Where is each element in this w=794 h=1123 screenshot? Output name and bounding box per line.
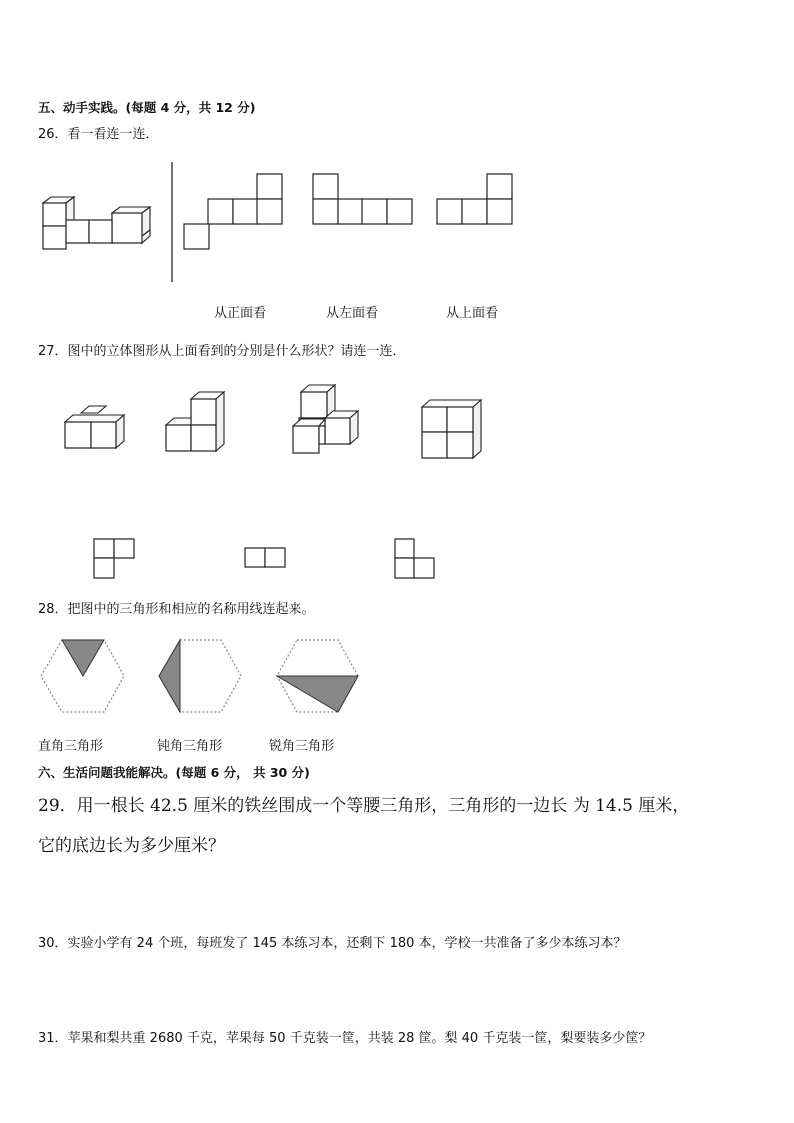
q28-name-obtuse-triangle: 钝角三角形 — [157, 739, 223, 754]
q26-view-label-left: 从左面看 — [326, 306, 379, 321]
q28-name-right-triangle: 直角三角形 — [38, 739, 104, 754]
q29-line-1 — [38, 795, 689, 817]
q27-text: 图中的立体图形从上面看到的分别是什么形状？请连一连． — [67, 344, 406, 359]
q30-text: 实验小学有 24 个班，每班发了 145 本练习本，还剩下 180 本，学校一共准备了多少本练习本？ — [67, 936, 627, 951]
q31-text: 苹果和梨共重 2680 千克，苹果每 50 千克装一筐，共装 28 筐。梨 40 千克装一筐，梨要装多少筐？ — [67, 1031, 652, 1046]
q27-top-view-3 — [395, 539, 434, 578]
q29-text-line-1: 用一根长 42.5 厘米的铁丝围成一个等腰三角形，三角形的一边长 为 14.5 厘米， — [76, 796, 690, 816]
q30-number: 30． — [38, 936, 68, 951]
q26-number: 26． — [38, 127, 68, 142]
q27-top-view-2 — [245, 548, 285, 567]
q26-view-shape-3 — [437, 174, 512, 224]
q31-prompt — [38, 1031, 651, 1047]
q27-top-view-1 — [94, 539, 134, 578]
q28-hexagon-3 — [277, 640, 358, 712]
q26-view-shape-1 — [184, 174, 282, 249]
q26-view-label-top: 从上面看 — [446, 306, 499, 321]
q27-solid-1 — [65, 406, 124, 448]
q28-text: 把图中的三角形和相应的名称用线连起来。 — [67, 602, 315, 617]
q28-hexagon-2 — [159, 640, 241, 712]
q26-solid-figure — [43, 197, 150, 249]
q27-solid-4 — [422, 400, 481, 458]
q27-prompt — [38, 344, 406, 360]
q28-hexagon-1 — [41, 640, 124, 712]
q27-solid-3 — [293, 385, 358, 453]
q31-number: 31． — [38, 1031, 68, 1046]
q26-view-label-front: 从正面看 — [214, 306, 267, 321]
q27-solid-2 — [166, 392, 224, 451]
q27-number: 27． — [38, 344, 68, 359]
q26-view-shape-2 — [313, 174, 412, 224]
section-6-title: 六、生活问题我能解决。(每题 6 分， 共 30 分) — [38, 765, 310, 780]
section-5-title: 五、动手实践。(每题 4 分，共 12 分) — [38, 100, 256, 115]
q29-number: 29． — [38, 796, 77, 816]
q28-number: 28． — [38, 602, 68, 617]
q28-name-acute-triangle: 锐角三角形 — [269, 739, 335, 754]
q30-prompt — [38, 936, 627, 952]
q29-line-2: 它的底边长为多少厘米？ — [38, 836, 225, 856]
q26-text: 看一看连一连． — [67, 127, 159, 142]
q28-prompt — [38, 602, 315, 618]
